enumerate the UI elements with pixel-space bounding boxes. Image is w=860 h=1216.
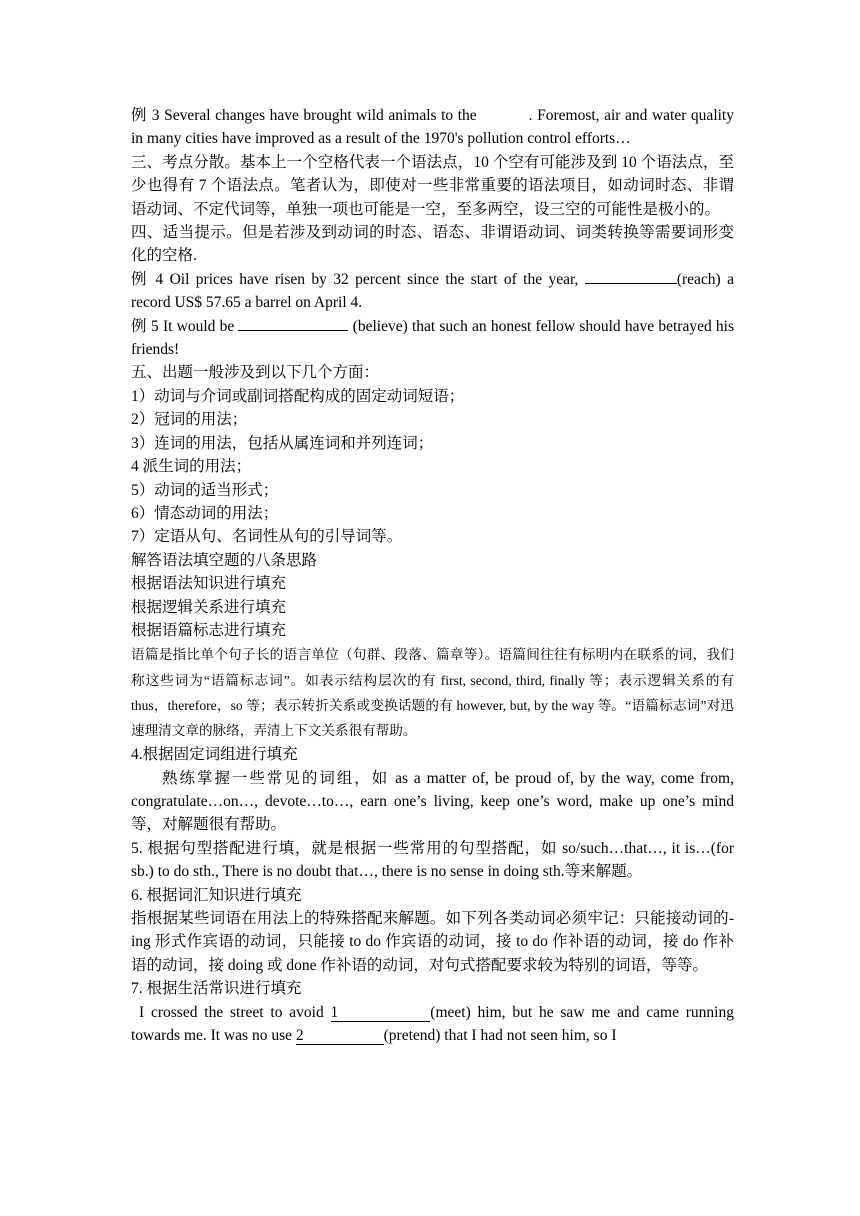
strategy-grammar: 根据语法知识进行填充 — [131, 575, 287, 593]
blank-1-number: 1 — [330, 1003, 339, 1021]
point-3-paragraph: 三、考点分散。基本上一个空格代表一个语法点，10 个空有可能涉及到 10 个语法点，至少也得有 7 个语法点。笔者认为，即使对一些非常重要的语法项目，如动词时态、非谓语动词、不定代词等，单独一项也可能是一空，至多两空，设三空的可能性是极小的。 — [131, 153, 734, 218]
strategy-5-paragraph: 5. 根据句型搭配进行填，就是根据一些常用的句型搭配，如 so/such…that…, it is…(for sb.) to do sth., There is no doubt that…, there is no sense in doing sth.等来解题。 — [131, 839, 734, 881]
exercise-text-3: (pretend) that I had not seen him, so I — [383, 1027, 617, 1045]
strategy-4-paragraph: 熟练掌握一些常见的词组，如 as a matter of, be proud of, by the way, come from, congratulate…on…, devote…to…, earn one’s living, keep one’s word, make up one’s mind 等，对解题很有帮助。 — [131, 769, 734, 834]
example-5-blank — [238, 315, 348, 331]
strategy-discourse: 根据语篇标志进行填充 — [131, 621, 287, 639]
list-item: 7）定语从句、名词性从句的引导词等。 — [131, 528, 403, 546]
example-4-text-end: (reach) a record US$ 57.65 a barrel on April 4. — [131, 270, 734, 312]
example-4-blank — [585, 268, 677, 284]
example-3 — [131, 104, 734, 151]
list-item: 5）动词的适当形式； — [131, 481, 279, 499]
example-4-text-start: 例 4 Oil prices have risen by 32 percent since the start of the year, — [131, 270, 585, 288]
point-4-paragraph: 四、适当提示。但是若涉及到动词的时态、语态、非谓语动词、词类转换等需要词形变化的空格. — [131, 224, 734, 265]
list-item: 2）冠词的用法； — [131, 411, 248, 429]
example-4 — [131, 268, 734, 315]
blank-2-number: 2 — [295, 1027, 304, 1045]
blank-1 — [331, 1004, 431, 1022]
example-3-text-start: 例 3 Several changes have brought wild animals to the — [131, 107, 477, 124]
strategy-logic: 根据逻辑关系进行填充 — [131, 598, 287, 616]
blank-2 — [296, 1027, 384, 1045]
list-item: 6）情态动词的用法； — [131, 504, 279, 522]
discourse-markers-note: 语篇是指比单个句子长的语言单位（句群、段落、篇章等）。语篇间往往有标明内在联系的词，我们称这些词为“语篇标志词”。如表示结构层次的有 first, second, third, finally 等；表示逻辑关系的有 thus，therefore，so 等；表示转折关系或变换话题的有 however, but, by the way 等。“语篇标志词”对迅速理清文章的脉络，弄清上下文关系很有帮助。 — [131, 647, 734, 738]
example-5-text-end: (believe) that such an honest fellow should have betrayed his friends! — [131, 317, 734, 359]
example-3-text-end: . Foremost, air and water quality in many cities have improved as a result of the 1970's pollution control efforts… — [131, 107, 734, 148]
strategy-6-heading: 6. 根据词汇知识进行填充 — [131, 886, 302, 904]
exercise-text-2: (meet) him, but he saw me and came running towards me. It was no use — [131, 1003, 734, 1045]
list-item: 3）连词的用法，包括从属连词和并列连词； — [131, 434, 434, 452]
point-5-heading: 五、出题一般涉及到以下几个方面： — [131, 364, 380, 382]
strategy-4-heading: 4.根据固定词组进行填充 — [131, 746, 298, 764]
exercise-text-1: I crossed the street to avoid — [139, 1003, 331, 1021]
strategy-7-heading: 7. 根据生活常识进行填充 — [131, 980, 302, 998]
list-item: 4 派生词的用法； — [131, 458, 252, 476]
strategy-6-paragraph: 指根据某些词语在用法上的特殊搭配来解题。如下列各类动词必须牢记：只能接动词的-ing 形式作宾语的动词，只能接 to do 作宾语的动词，接 to do 作补语的动词，接 do 作补语的动词，接 doing 或 done 作补语的动词，对句式搭配要求较为特别的词语，等等。 — [131, 910, 734, 974]
example-5-text-start: 例 5 It would be — [131, 317, 239, 335]
list-item: 1）动词与介词或副词搭配构成的固定动词短语； — [131, 387, 465, 405]
exercise-passage — [131, 1001, 734, 1048]
example-5 — [131, 315, 734, 362]
eight-strategies-heading: 解答语法填空题的八条思路 — [131, 551, 318, 569]
